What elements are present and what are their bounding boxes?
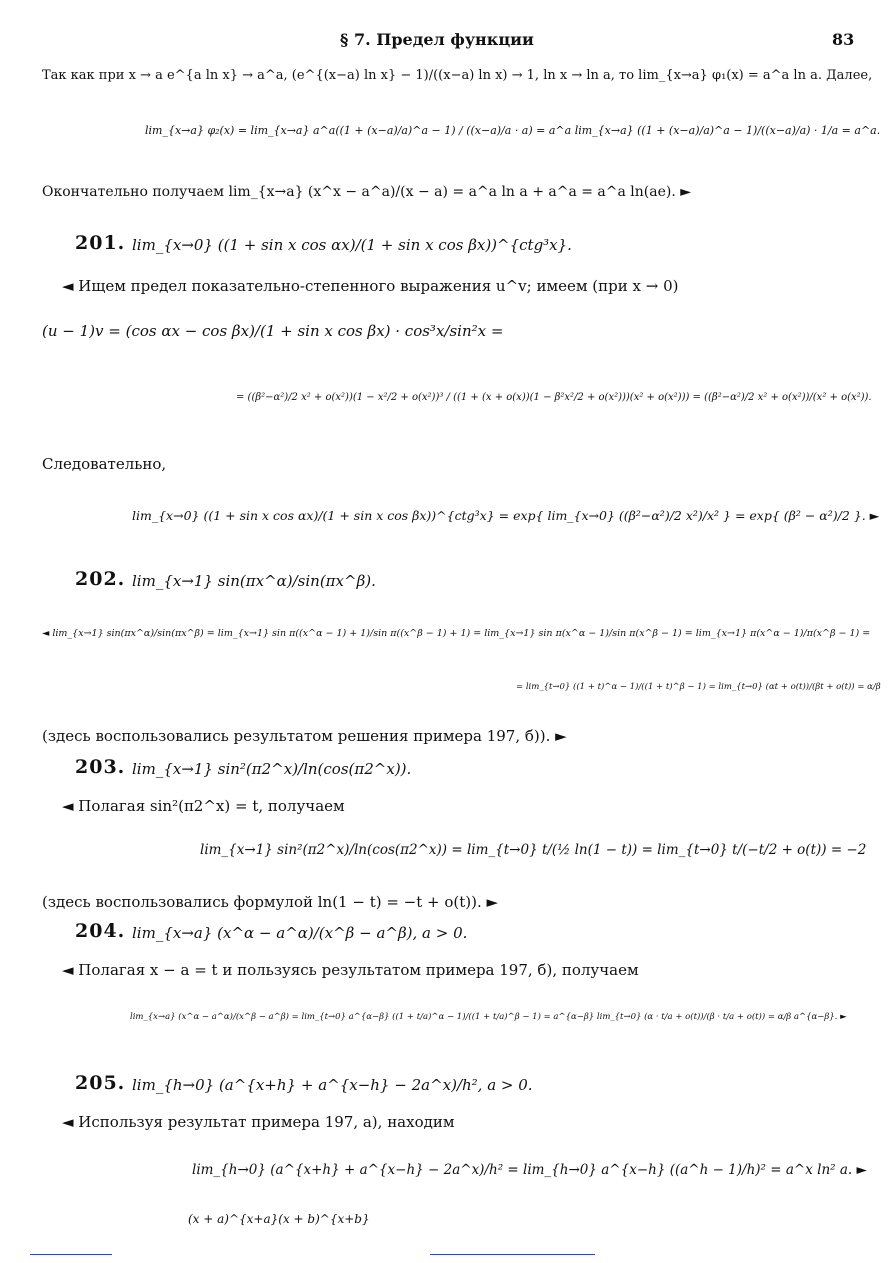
equation: (u − 1)v = (cos αx − cos βx)/(1 + sin x cos βx) · cos³x/sin²x = bbox=[42, 322, 504, 340]
text-line: ◄ Полагая sin²(π2^x) = t, получаем bbox=[62, 797, 345, 815]
problem-statement: lim_{x→1} sin(πx^α)/sin(πx^β). bbox=[132, 572, 376, 590]
equation: lim_{x→a} φ₂(x) = lim_{x→a} a^a((1 + (x−a)/a)^a − 1) / ((x−a)/a · a) = a^a lim_{x→a} ((1 + (x−a)/a)^a − 1)/((x−a)/a) · 1/a = a^a. bbox=[145, 124, 881, 137]
text-line: ◄ Ищем предел показательно-степенного выражения u^v; имеем (при x → 0) bbox=[62, 277, 679, 295]
equation-partial: (x + a)^{x+a}(x + b)^{x+b} bbox=[188, 1212, 370, 1226]
problem-number: 205. bbox=[75, 1072, 126, 1094]
text-line: (здесь воспользовались результатом решения примера 197, б)). ► bbox=[42, 727, 567, 745]
footer-rule bbox=[30, 1254, 112, 1255]
text-line: Так как при x → a e^{a ln x} → a^a, (e^{(x−a) ln x} − 1)/((x−a) ln x) → 1, ln x → ln a, то lim_{x→a} φ₁(x) = a^a ln a. Далее, bbox=[42, 68, 873, 83]
page-number: 83 bbox=[832, 30, 855, 49]
text-line: (здесь воспользовались формулой ln(1 − t) = −t + o(t)). ► bbox=[42, 893, 499, 911]
text-line: ◄ Полагая x − a = t и пользуясь результатом примера 197, б), получаем bbox=[62, 961, 639, 979]
problem-number: 204. bbox=[75, 920, 126, 942]
text-line: Следовательно, bbox=[42, 455, 167, 473]
equation: lim_{x→a} (x^α − a^α)/(x^β − a^β) = lim_{t→0} a^{α−β} ((1 + t/a)^α − 1)/((1 + t/a)^β − 1) = a^{α−β} lim_{t→0} (α · t/a + o(t))/(β · t/a + o(t)) = α/β a^{α−β}. ► bbox=[130, 1012, 847, 1022]
equation: lim_{h→0} (a^{x+h} + a^{x−h} − 2a^x)/h² = lim_{h→0} a^{x−h} ((a^h − 1)/h)² = a^x ln² a. ► bbox=[192, 1162, 867, 1178]
equation: = ((β²−α²)/2 x² + o(x²))(1 − x²/2 + o(x²))³ / ((1 + (x + o(x))(1 − β²x²/2 + o(x²)))(x² + o(x²))) = ((β²−α²)/2 x² + o(x²))/(x² + o(x²)). bbox=[236, 392, 872, 403]
section-title: § 7. Предел функции bbox=[340, 30, 534, 49]
equation: ◄ lim_{x→1} sin(πx^α)/sin(πx^β) = lim_{x→1} sin π((x^α − 1) + 1)/sin π((x^β − 1) + 1) = lim_{x→1} sin π(x^α − 1)/sin π(x^β − 1) = lim_{x→1} π(x^α − 1)/π(x^β − 1) = bbox=[42, 628, 871, 639]
footer-rule bbox=[430, 1254, 595, 1255]
equation: lim_{x→1} sin²(π2^x)/ln(cos(π2^x)) = lim_{t→0} t/(½ ln(1 − t)) = lim_{t→0} t/(−t/2 + o(t)) = −2 bbox=[200, 842, 867, 858]
problem-number: 202. bbox=[75, 568, 126, 590]
problem-statement: lim_{x→0} ((1 + sin x cos αx)/(1 + sin x cos βx))^{ctg³x}. bbox=[132, 236, 572, 254]
page-header bbox=[0, 30, 893, 52]
problem-statement: lim_{h→0} (a^{x+h} + a^{x−h} − 2a^x)/h², a > 0. bbox=[132, 1076, 533, 1094]
problem-statement: lim_{x→1} sin²(π2^x)/ln(cos(π2^x)). bbox=[132, 760, 412, 778]
problem-statement: lim_{x→a} (x^α − a^α)/(x^β − a^β), a > 0. bbox=[132, 924, 468, 942]
text-line: ◄ Используя результат примера 197, а), находим bbox=[62, 1113, 455, 1131]
equation: = lim_{t→0} ((1 + t)^α − 1)/((1 + t)^β − 1) = lim_{t→0} (αt + o(t))/(βt + o(t)) = α/β bbox=[516, 682, 881, 692]
problem-number: 201. bbox=[75, 232, 126, 254]
problem-number: 203. bbox=[75, 756, 126, 778]
text-line: Окончательно получаем lim_{x→a} (x^x − a^a)/(x − a) = a^a ln a + a^a = a^a ln(ae). ► bbox=[42, 184, 692, 200]
equation: lim_{x→0} ((1 + sin x cos αx)/(1 + sin x cos βx))^{ctg³x} = exp{ lim_{x→0} ((β²−α²)/2 x²)/x² } = exp{ (β² − α²)/2 }. ► bbox=[132, 508, 880, 523]
